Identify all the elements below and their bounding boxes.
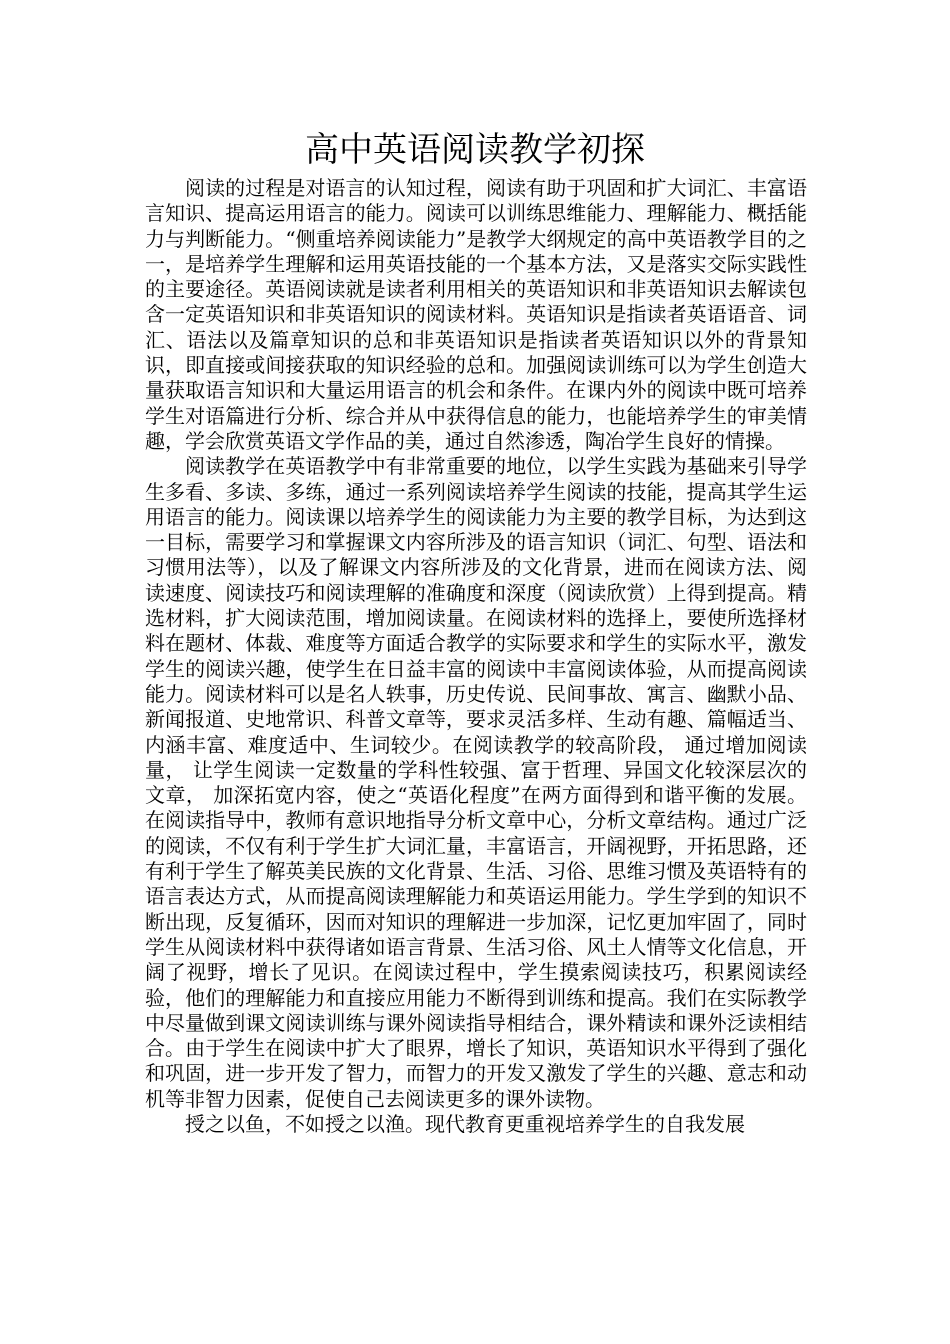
paragraph-2: 阅读教学在英语教学中有非常重要的地位，以学生实践为基础来引导学生多看、多读、多练，通过一系列阅读培养学生阅读的技能，提高其学生运用语言的能力。阅读课以培养学生的阅读能力为主要的教学目标，为达到这一目标，需要学习和掌握课文内容所涉及的语言知识（词汇、句型、语法和习惯用法等），以及了解课文内容所涉及的文化背景，进而在阅读方法、阅读速度、阅读技巧和阅读理解的准确度和深度（阅读欣赏）上得到提高。精选材料，扩大阅读范围，增加阅读量。在阅读材料的选择上，要使所选择材料在题材、体裁、难度等方面适合教学的实际要求和学生的实际水平，激发学生的阅读兴趣，使学生在日益丰富的阅读中丰富阅读体验，从而提高阅读能力。阅读材料可以是名人轶事，历史传说、民间事故、寓言、幽默小品、新闻报道、史地常识、科普文章等，要求灵活多样、生动有趣、篇幅适当、内涵丰富、难度适中、生词较少。在阅读教学的较高阶段， 通过增加阅读量， 让学生阅读一定数量的学科性较强、富于哲理、异国文化较深层次的文章， 加深拓宽内容，使之“英语化程度”在两方面得到和谐平衡的发展。在阅读指导中，教师有意识地指导分析文章中心，分析文章结构。通过广泛的阅读，不仅有利于学生扩大词汇量，丰富语言，开阔视野，开拓思路，还有利于学生了解英美民族的文化背景、生活、习俗、思维习惯及英语特有的语言表达方式，从而提高阅读理解能力和英语运用能力。学生学到的知识不断出现，反复循环，因而对知识的理解进一步加深，记忆更加牢固了，同时学生从阅读材料中获得诸如语言背景、生活习俗、风土人情等文化信息，开阔了视野，增长了见识。在阅读过程中，学生摸索阅读技巧，积累阅读经验，他们的理解能力和直接应用能力不断得到训练和提高。我们在实际教学中尽量做到课文阅读训练与课外阅读指导相结合，课外精读和课外泛读相结合。由于学生在阅读中扩大了眼界，增长了知识，英语知识水平得到了强化和巩固，进一步开发了智力，而智力的开发又激发了学生的兴趣、意志和动机等非智力因素，促使自己去阅读更多的课外读物。 — [145, 454, 807, 1111]
document-body — [145, 176, 807, 1137]
page-title: 高中英语阅读教学初探 — [305, 130, 645, 170]
paragraph-1: 阅读的过程是对语言的认知过程，阅读有助于巩固和扩大词汇、丰富语言知识、提高运用语言的能力。阅读可以训练思维能力、理解能力、概括能力与判断能力。“侧重培养阅读能力”是教学大纲规定的高中英语教学目的之一，是培养学生理解和运用英语技能的一个基本方法，又是落实交际实践性的主要途径。英语阅读就是读者利用相关的英语知识和非英语知识去解读包含一定英语知识和非英语知识的阅读材料。英语知识是指读者英语语音、词汇、语法以及篇章知识的总和非英语知识是指读者英语知识以外的背景知识，即直接或间接获取的知识经验的总和。加强阅读训练可以为学生创造大量获取语言知识和大量运用语言的机会和条件。在课内外的阅读中既可培养学生对语篇进行分析、综合并从中获得信息的能力，也能培养学生的审美情趣，学会欣赏英语文学作品的美，通过自然渗透，陶冶学生良好的情操。 — [145, 176, 807, 453]
paragraph-3: 授之以鱼，不如授之以渔。现代教育更重视培养学生的自我发展 — [185, 1111, 745, 1136]
